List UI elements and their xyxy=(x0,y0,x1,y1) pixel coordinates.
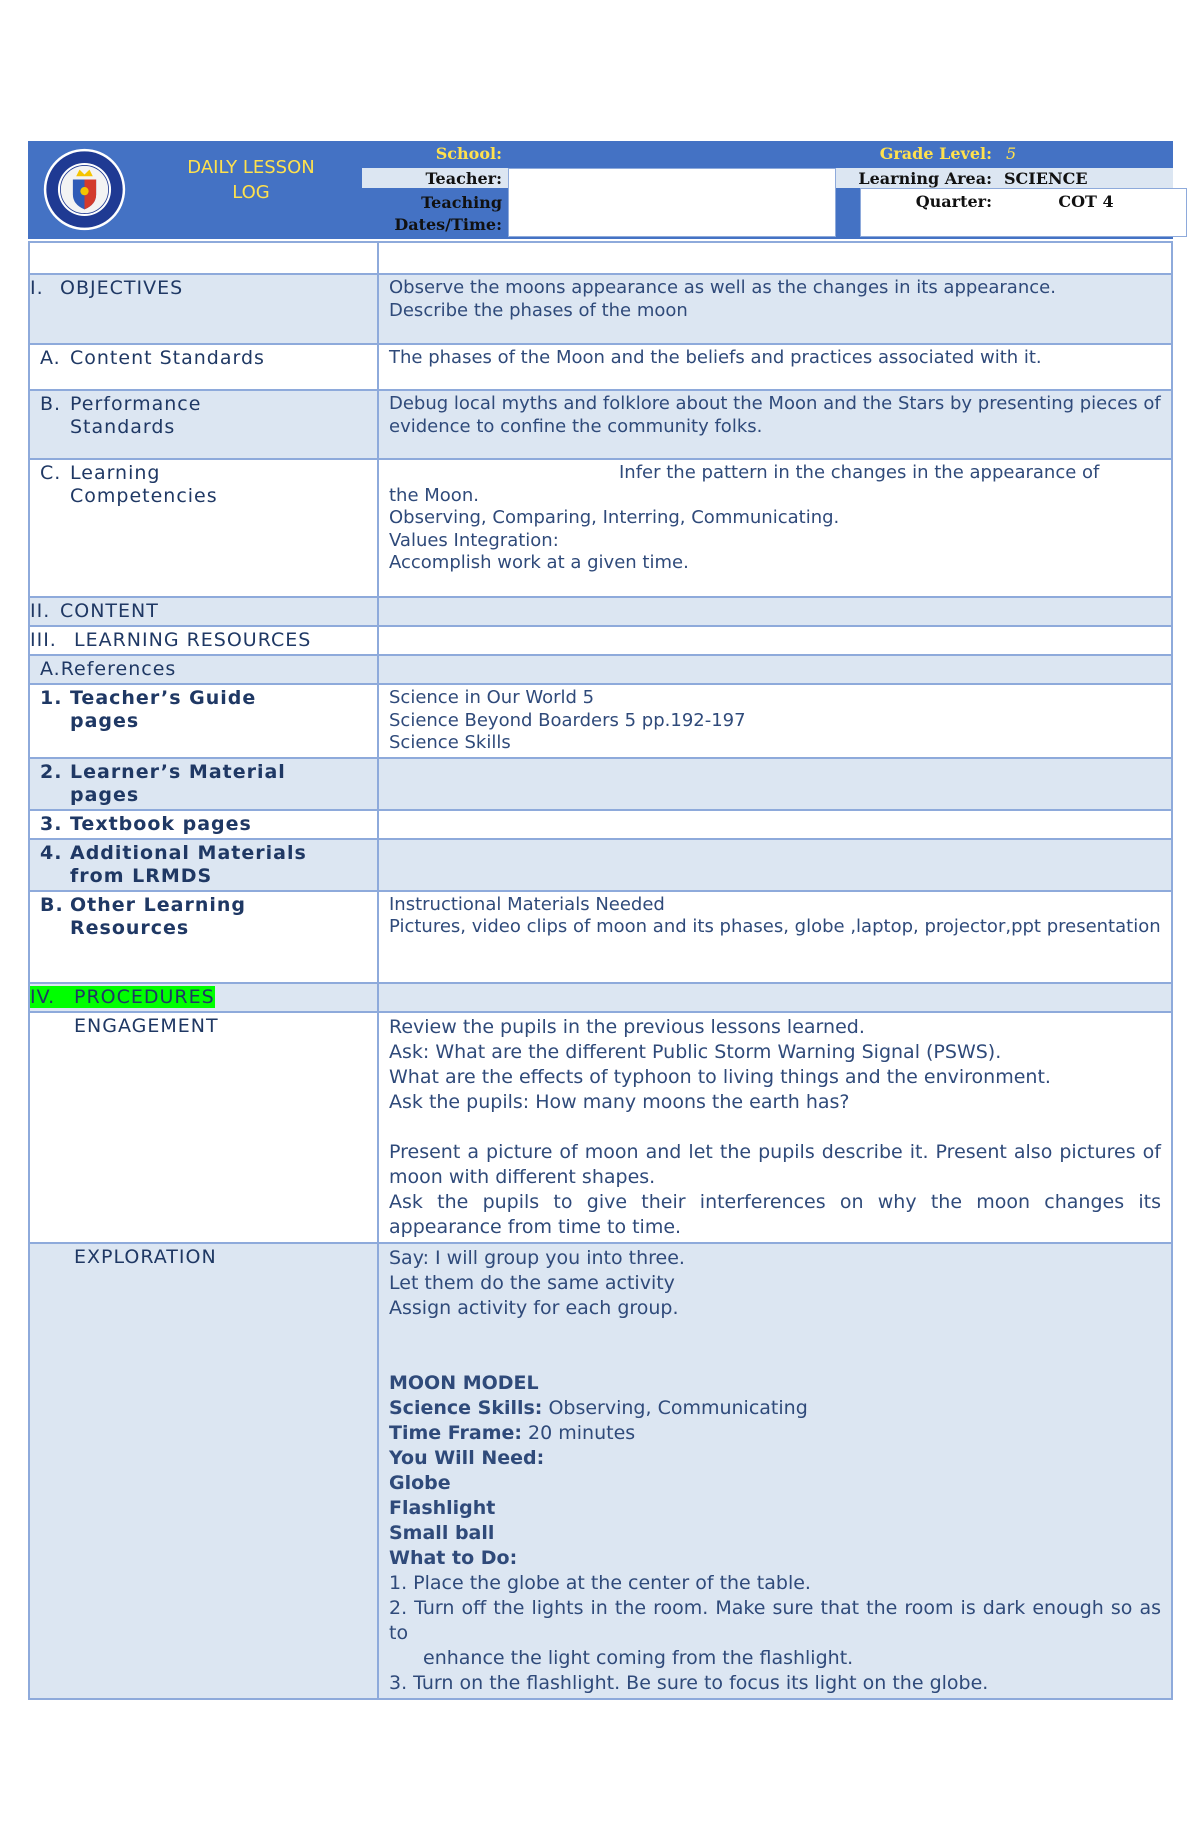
objectives-num: I. xyxy=(30,277,44,299)
deped-seal-icon xyxy=(43,148,126,231)
procedures-text: PROCEDURES xyxy=(74,985,215,1008)
quarter-label: Quarter: xyxy=(915,192,992,211)
competency-line-5: Accomplish work at a given time. xyxy=(389,552,689,573)
header-banner xyxy=(28,141,1173,239)
reference-line-3: Science Skills xyxy=(389,732,511,753)
engagement-line-1: Review the pupils in the previous lessons learned. xyxy=(389,1015,865,1038)
objectives-row xyxy=(29,274,1172,344)
reference-line-1: Science in Our World 5 xyxy=(389,687,595,708)
teachers-guide-value[interactable] xyxy=(378,684,1172,758)
exploration-row xyxy=(29,1243,1172,1699)
exploration-line-1: Say: I will group you into three. xyxy=(389,1246,685,1269)
content-label xyxy=(29,597,378,626)
procedures-value[interactable] xyxy=(378,983,1172,1012)
daily-lesson-log-title xyxy=(146,155,356,205)
teaching-dates-label-2: Dates/Time: xyxy=(394,215,502,234)
engagement-line-6: Ask the pupils to give their interferences on why the moon changes its appearance from time to time. xyxy=(389,1190,1161,1238)
engagement-line-5: Present a picture of moon and let the pupils describe it. Present also pictures of moon with different shapes. xyxy=(389,1140,1161,1188)
additional-materials-num: 4. xyxy=(40,841,63,864)
procedures-label xyxy=(29,983,378,1012)
time-frame-line xyxy=(389,1421,1161,1446)
reference-line-2: Science Beyond Boarders 5 pp.192-197 xyxy=(389,709,746,731)
learning-competencies-row xyxy=(29,459,1172,597)
other-resources-value[interactable] xyxy=(378,891,1172,983)
learning-area-label: Learning Area: xyxy=(858,169,992,188)
references-row xyxy=(29,655,1172,684)
content-standards-row xyxy=(29,344,1172,390)
grade-level-label: Grade Level: xyxy=(879,144,992,163)
teachers-guide-label xyxy=(29,684,378,758)
blank-row xyxy=(29,242,1172,274)
teachers-guide-num: 1. xyxy=(40,687,63,709)
school-label: School: xyxy=(435,144,502,163)
other-resources-line-1: Instructional Materials Needed xyxy=(389,893,665,915)
additional-materials-row xyxy=(29,839,1172,891)
learning-resources-text: LEARNING RESOURCES xyxy=(74,629,312,651)
additional-materials-text-2: from LRMDS xyxy=(70,864,213,887)
title-line-2: LOG xyxy=(232,182,270,203)
learners-material-num: 2. xyxy=(40,760,63,783)
exploration-label: EXPLORATION xyxy=(29,1243,378,1699)
quarter-value[interactable]: COT 4 xyxy=(1058,192,1114,211)
other-resources-label xyxy=(29,891,378,983)
procedures-row xyxy=(29,983,1172,1012)
other-resources-text-2: Resources xyxy=(70,916,190,939)
grade-level-value[interactable]: 5 xyxy=(1006,144,1017,163)
time-frame-value: 20 minutes xyxy=(522,1421,636,1444)
references-label: A.References xyxy=(29,655,378,684)
teachers-guide-row xyxy=(29,684,1172,758)
header-grid xyxy=(362,141,1173,239)
teaching-dates-label xyxy=(362,192,502,236)
title-line-1: DAILY LESSON xyxy=(187,157,315,178)
step-3: 3. Turn on the flashlight. Be sure to focus its light on the globe. xyxy=(389,1671,989,1694)
additional-materials-label xyxy=(29,839,378,891)
performance-standards-value[interactable]: Debug local myths and folklore about the Moon and the Stars by presenting pieces of evidence to confine the community folks. xyxy=(378,390,1172,459)
exploration-line-3: Assign activity for each group. xyxy=(389,1296,679,1319)
teachers-guide-text-2: pages xyxy=(70,710,140,732)
content-standards-num: A. xyxy=(40,347,61,369)
exploration-line-2: Let them do the same activity xyxy=(389,1271,675,1294)
teacher-label: Teacher: xyxy=(425,169,502,188)
engagement-value[interactable] xyxy=(378,1012,1172,1243)
engagement-row xyxy=(29,1012,1172,1243)
learners-material-label xyxy=(29,758,378,810)
engagement-line-4: Ask the pupils: How many moons the earth has? xyxy=(389,1090,850,1113)
lesson-log-page xyxy=(28,141,1173,1700)
procedures-highlight xyxy=(30,986,215,1008)
performance-standards-text-1: Performance xyxy=(70,393,202,415)
procedures-num: IV. xyxy=(30,985,56,1008)
textbook-num: 3. xyxy=(40,812,63,835)
time-frame-label: Time Frame: xyxy=(389,1421,523,1444)
lesson-log-table xyxy=(28,241,1173,1700)
performance-standards-text-2: Standards xyxy=(70,416,176,438)
textbook-label xyxy=(29,810,378,839)
learning-competencies-num: C. xyxy=(40,462,62,484)
other-resources-text-1: Other Learning xyxy=(70,893,246,916)
step-2-continued: enhance the light coming from the flashlight. xyxy=(423,1646,854,1669)
learning-resources-num: III. xyxy=(30,629,57,651)
competency-line-4: Values Integration: xyxy=(389,529,559,551)
references-value[interactable] xyxy=(378,655,1172,684)
exploration-value[interactable] xyxy=(378,1243,1172,1699)
competency-line-2: the Moon. xyxy=(389,484,479,506)
textbook-value[interactable] xyxy=(378,810,1172,839)
content-standards-label xyxy=(29,344,378,390)
blank-right-cell[interactable] xyxy=(378,242,1172,274)
science-skills-value: Observing, Communicating xyxy=(542,1396,808,1419)
textbook-text: Textbook pages xyxy=(70,812,252,835)
other-resources-num: B. xyxy=(40,893,64,916)
learning-competencies-value[interactable] xyxy=(378,459,1172,597)
objectives-label xyxy=(29,274,378,344)
what-to-do-label: What to Do: xyxy=(389,1546,518,1569)
additional-materials-text-1: Additional Materials xyxy=(70,841,307,864)
content-text: CONTENT xyxy=(60,600,159,622)
performance-standards-row xyxy=(29,390,1172,459)
objective-1: Observe the moons appearance as well as the changes in its appearance. xyxy=(389,277,1056,298)
learning-competencies-label xyxy=(29,459,378,597)
additional-materials-value[interactable] xyxy=(378,839,1172,891)
teacher-dates-value-box xyxy=(508,168,836,237)
teachers-guide-text-1: Teacher’s Guide xyxy=(70,687,257,709)
engagement-label: ENGAGEMENT xyxy=(29,1012,378,1243)
need-item-2: Flashlight xyxy=(389,1496,496,1519)
science-skills-label: Science Skills: xyxy=(389,1396,543,1419)
content-row xyxy=(29,597,1172,626)
learning-resources-row xyxy=(29,626,1172,655)
learning-resources-value[interactable] xyxy=(378,626,1172,655)
blank-left-cell xyxy=(29,242,378,274)
you-will-need-label: You Will Need: xyxy=(389,1446,545,1469)
teaching-dates-label-1: Teaching xyxy=(421,193,502,212)
learners-material-text-1: Learner’s Material xyxy=(70,760,286,783)
content-num: II. xyxy=(30,600,51,622)
learners-material-text-2: pages xyxy=(70,783,140,806)
learning-resources-label xyxy=(29,626,378,655)
learners-material-value[interactable] xyxy=(378,758,1172,810)
need-item-3: Small ball xyxy=(389,1521,495,1544)
engagement-line-2: Ask: What are the different Public Storm Warning Signal (PSWS). xyxy=(389,1040,1002,1063)
science-skills-line xyxy=(389,1396,1161,1421)
need-item-1: Globe xyxy=(389,1471,451,1494)
engagement-line-3: What are the effects of typhoon to living things and the environment. xyxy=(389,1065,1051,1088)
content-standards-text: Content Standards xyxy=(70,347,265,369)
step-1: 1. Place the globe at the center of the table. xyxy=(389,1571,811,1594)
competency-line-1: Infer the pattern in the changes in the appearance of xyxy=(619,462,1100,483)
objectives-text: OBJECTIVES xyxy=(60,277,184,299)
learning-competencies-text-1: Learning xyxy=(70,462,161,484)
activity-title: MOON MODEL xyxy=(389,1371,539,1394)
textbook-row xyxy=(29,810,1172,839)
content-standards-value[interactable]: The phases of the Moon and the beliefs and practices associated with it. xyxy=(378,344,1172,390)
learning-area-value[interactable]: SCIENCE xyxy=(1004,169,1088,188)
objective-2: Describe the phases of the moon xyxy=(389,299,688,321)
other-resources-row xyxy=(29,891,1172,983)
content-value[interactable] xyxy=(378,597,1172,626)
objectives-content[interactable] xyxy=(378,274,1172,344)
step-2: 2. Turn off the lights in the room. Make sure that the room is dark enough so as to xyxy=(389,1596,1161,1644)
competency-line-3: Observing, Comparing, Interring, Communicating. xyxy=(389,507,840,528)
learners-material-row xyxy=(29,758,1172,810)
other-resources-line-2: Pictures, video clips of moon and its phases, globe ,laptop, projector,ppt presentation xyxy=(389,916,1161,937)
performance-standards-label xyxy=(29,390,378,459)
performance-standards-num: B. xyxy=(40,393,62,415)
learning-competencies-text-2: Competencies xyxy=(70,485,218,507)
